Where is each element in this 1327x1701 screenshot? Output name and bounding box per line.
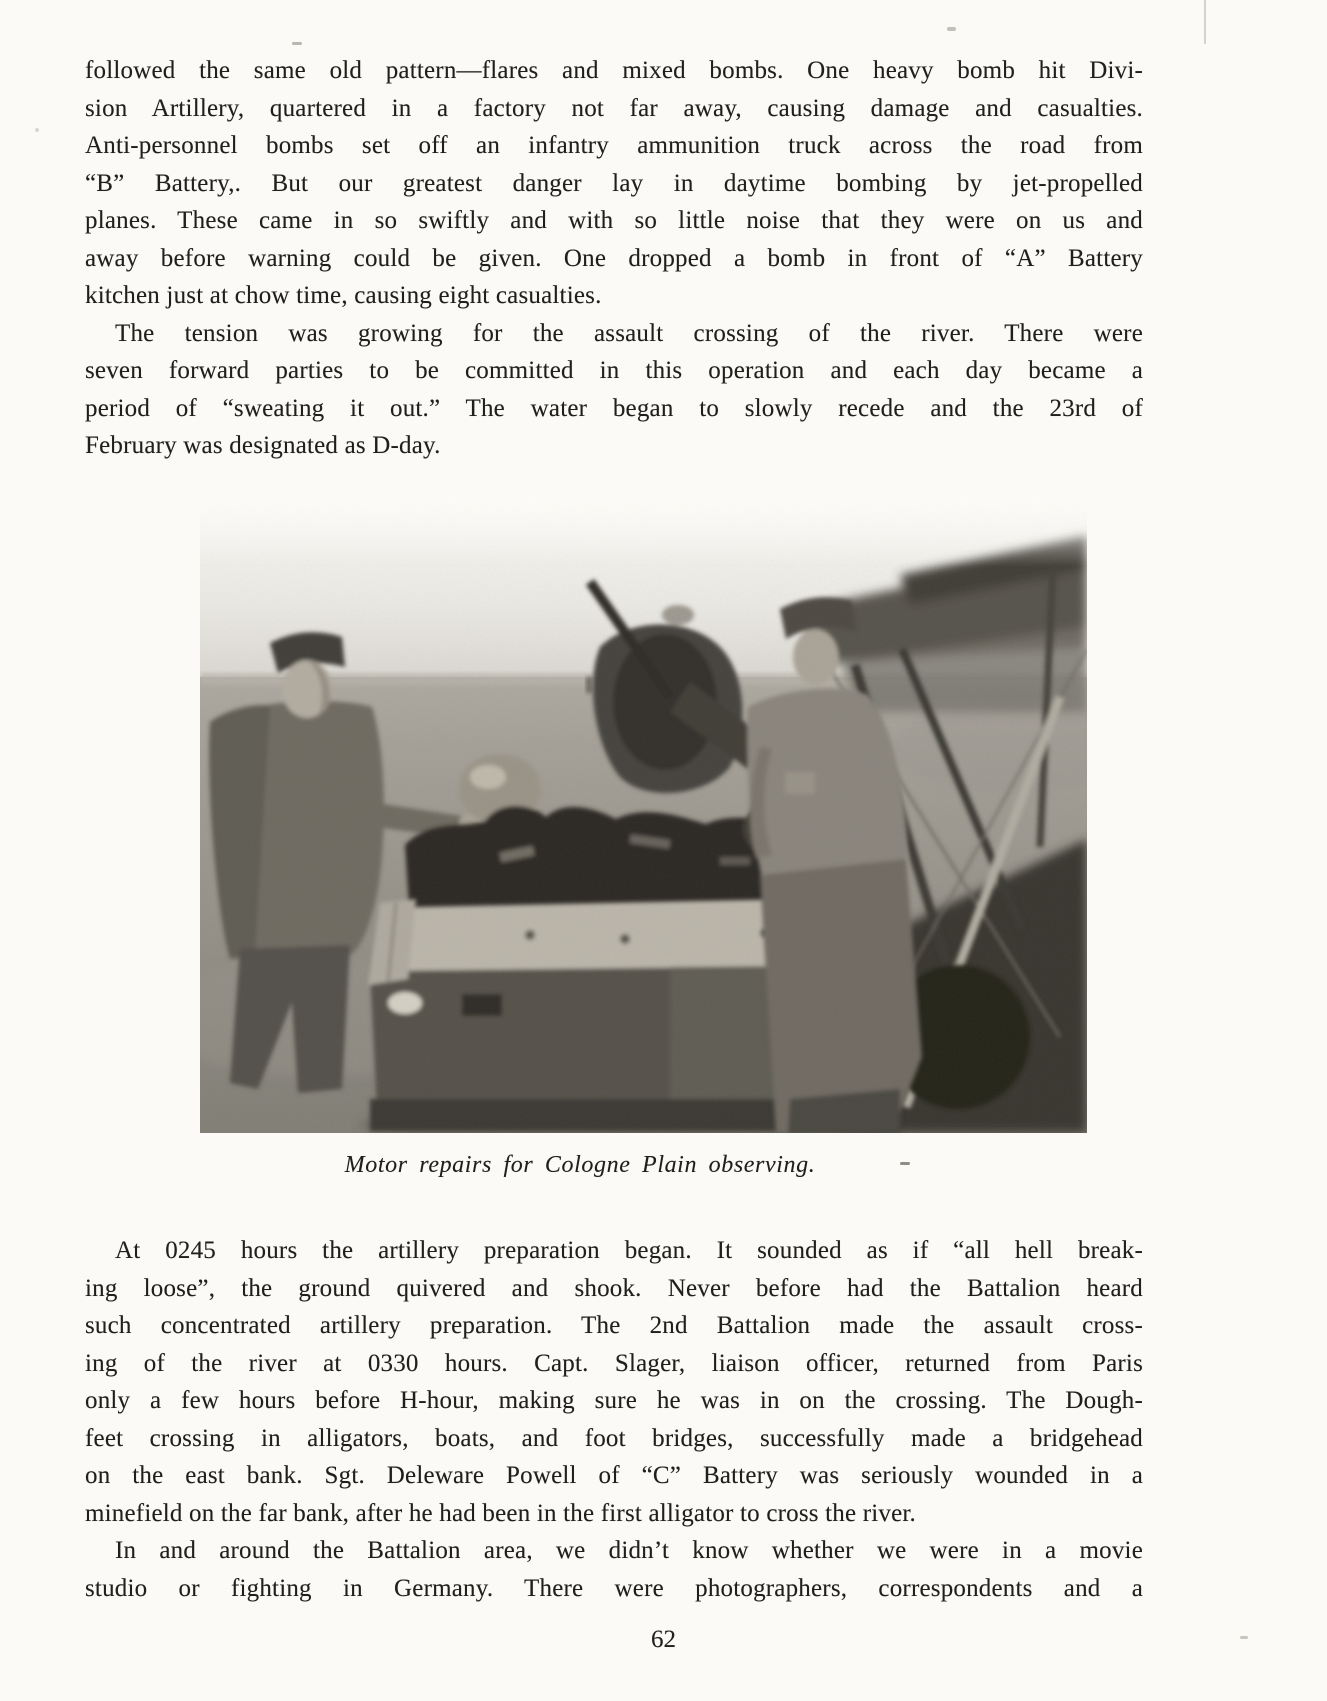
text-line: only a few hours before H-hour, making sure he was in on the crossing. The Dough- xyxy=(85,1387,1143,1414)
scan-artifact xyxy=(900,1162,910,1165)
scan-artifact xyxy=(35,128,39,132)
text-line: February was designated as D-day. xyxy=(85,432,441,459)
text-line: planes. These came in so swiftly and with so little noise that they were on us and xyxy=(85,207,1143,234)
text-line: followed the same old pattern—flares and mixed bombs. One heavy bomb hit Divi- xyxy=(85,57,1143,84)
text-line: The tension was growing for the assault crossing of the river. There were xyxy=(115,319,1143,347)
scan-artifact xyxy=(1240,1636,1248,1639)
page-number: 62 xyxy=(651,1626,676,1653)
text-line: such concentrated artillery preparation. The 2nd Battalion made the assault cross- xyxy=(85,1312,1143,1339)
photo-illustration xyxy=(200,497,1087,1133)
text-line: In and around the Battalion area, we didn’t know whether we were in a movie xyxy=(115,1537,1143,1564)
photo xyxy=(200,497,1087,1133)
text-line: studio or fighting in Germany. There were photographers, correspondents and a xyxy=(85,1574,1143,1602)
scan-artifact xyxy=(1204,0,1206,44)
photo-caption: Motor repairs for Cologne Plain observing. xyxy=(344,1152,816,1178)
text-line: ing of the river at 0330 hours. Capt. Slager, liaison officer, returned from Paris xyxy=(85,1349,1143,1377)
text-line: “B” Battery,. But our greatest danger lay in daytime bombing by jet-propelled xyxy=(85,169,1143,197)
scan-artifact xyxy=(947,27,956,31)
text-line: away before warning could be given. One dropped a bomb in front of “A” Battery xyxy=(85,244,1143,272)
text-line: seven forward parties to be committed in this operation and each day became a xyxy=(85,357,1143,384)
bottom-text-block xyxy=(85,1232,1143,1607)
text-line: At 0245 hours the artillery preparation began. It sounded as if “all hell break- xyxy=(115,1237,1143,1264)
text-line: on the east bank. Sgt. Deleware Powell of “C” Battery was seriously wounded in a xyxy=(85,1462,1143,1489)
text-line: sion Artillery, quartered in a factory not far away, causing damage and casualties. xyxy=(85,94,1143,122)
text-line: period of “sweating it out.” The water began to slowly recede and the 23rd of xyxy=(85,394,1143,422)
paragraph xyxy=(85,1532,1143,1607)
paragraph xyxy=(85,52,1143,315)
text-line: ing loose”, the ground quivered and shook. Never before had the Battalion heard xyxy=(85,1274,1143,1302)
paragraph xyxy=(85,1232,1143,1532)
text-line: Anti-personnel bombs set off an infantry ammunition truck across the road from xyxy=(85,132,1143,159)
top-text-block xyxy=(85,52,1143,465)
scan-artifact xyxy=(292,42,302,45)
text-line: feet crossing in alligators, boats, and foot bridges, successfully made a bridgehead xyxy=(85,1424,1143,1452)
text-line: kitchen just at chow time, causing eight casualties. xyxy=(85,282,602,309)
text-line: minefield on the far bank, after he had been in the first alligator to cross the river. xyxy=(85,1499,916,1527)
paragraph xyxy=(85,315,1143,465)
